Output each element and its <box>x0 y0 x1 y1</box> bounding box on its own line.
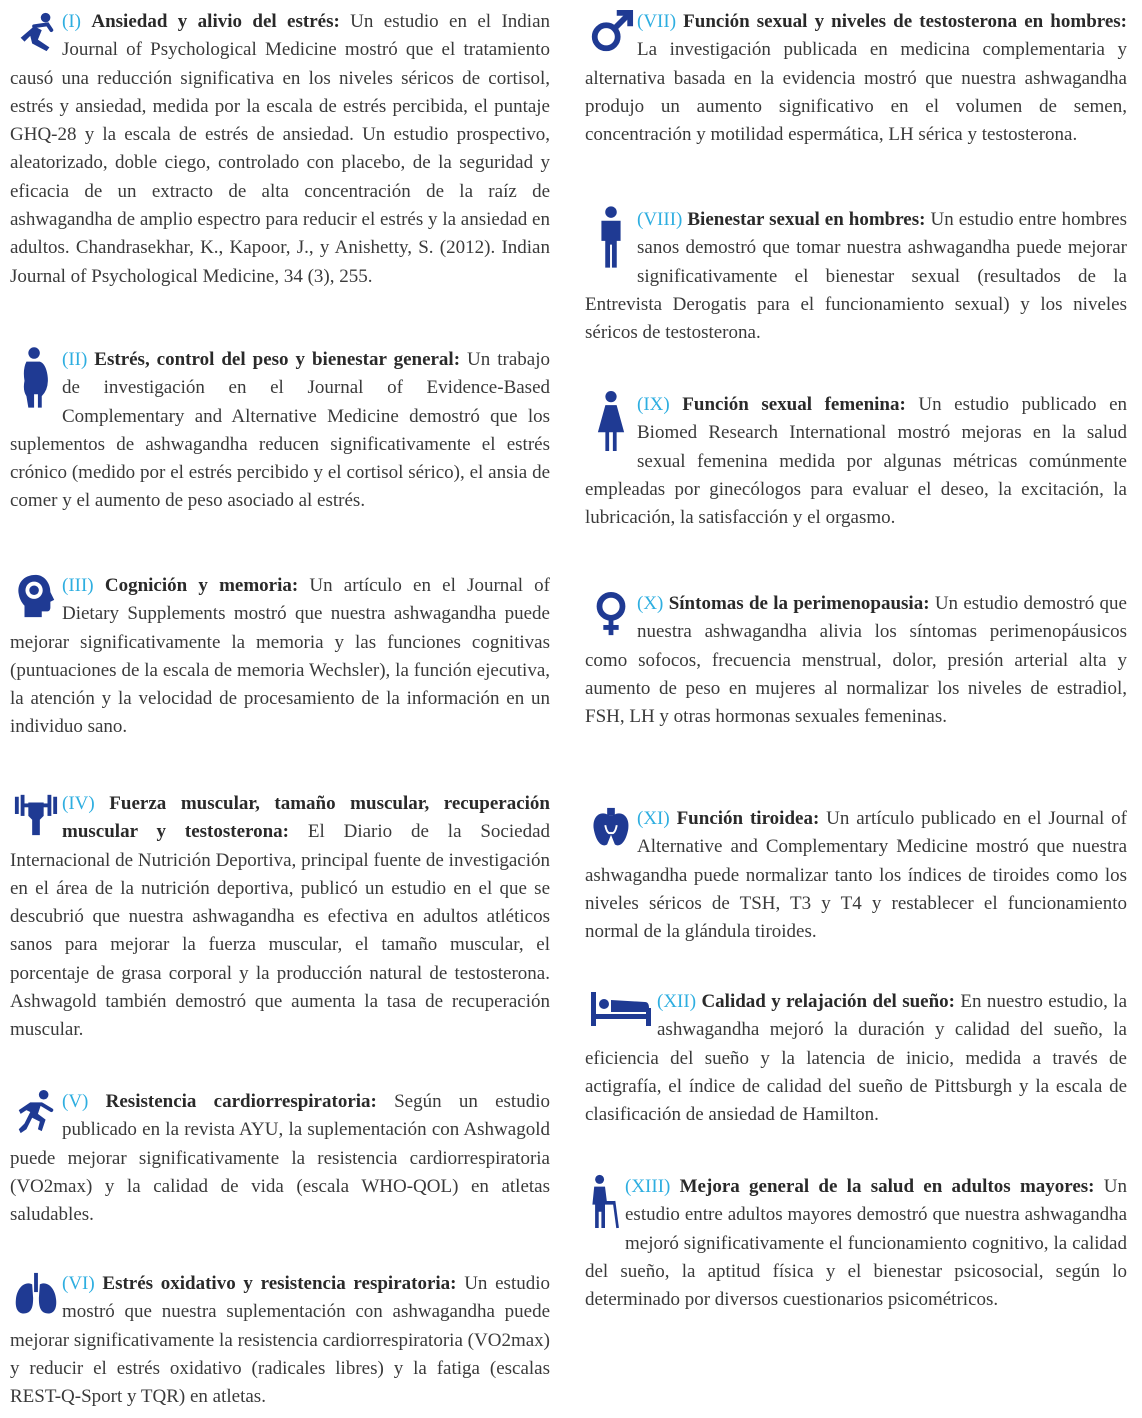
entry-number: (II) <box>62 349 88 370</box>
entry-title: Estrés oxidativo y resistencia respiratoria: <box>102 1273 457 1294</box>
entry-number: (V) <box>62 1091 89 1112</box>
overweight-person-icon <box>10 346 62 412</box>
benefit-entry-13 <box>585 1173 1127 1314</box>
benefit-entry-3 <box>10 572 550 742</box>
bed-icon <box>585 988 657 1040</box>
benefit-entry-9 <box>585 391 1127 532</box>
entry-number: (X) <box>637 593 664 614</box>
entry-title: Resistencia cardiorrespiratoria: <box>105 1091 377 1112</box>
benefit-entry-5 <box>10 1088 550 1229</box>
thyroid-icon <box>585 805 637 857</box>
benefit-entry-8 <box>585 206 1127 347</box>
male-symbol-icon <box>585 8 637 60</box>
entry-title: Calidad y relajación del sueño: <box>701 991 955 1012</box>
elderly-person-icon <box>585 1173 625 1231</box>
entry-number: (XII) <box>657 991 697 1012</box>
entry-body: Un artículo en el Journal of Dietary Supplements mostró que nuestra ashwagandha puede mejorar significativamente la memoria y las funciones cognitivas (puntuaciones de la escala de memoria Wechsler), la función ejecutiva, la atención y la velocidad de procesamiento de la información en un individuo sano. <box>10 575 551 738</box>
entry-number: (VIII) <box>637 209 683 230</box>
woman-figure-icon <box>585 391 637 453</box>
entry-number: (I) <box>62 11 81 32</box>
lungs-icon <box>10 1270 62 1322</box>
entry-body: Un artículo publicado en el Journal of Alternative and Complementary Medicine mostró que nuestra ashwagandha puede normalizar tanto los índices de tiroides como los niveles séricos de TSH, T3 y T4 y restablecer el funcionamiento normal de la glándula tiroides. <box>585 808 1127 943</box>
female-symbol-icon <box>585 590 637 642</box>
entry-body: Un estudio en el Indian Journal of Psychological Medicine mostró que el tratamiento causó una reducción significativa en los niveles séricos de cortisol, estrés y ansiedad, medida por la escala de estrés percibida, el puntaje GHQ-28 y la escala de estrés de ansiedad. Un estudio prospectivo, aleatorizado, doble ciego, controlado con placebo, de la seguridad y eficacia de un extracto de alta concentración de la raíz de ashwagandha de amplio espectro para reducir el estrés y la ansiedad en adultos. Chandrasekhar, K., Kapoor, J., y Anishetty, S. (2012). Indian Journal of Psychological Medicine, 34 (3), 255. <box>10 11 551 287</box>
entry-body: Un estudio demostró que nuestra ashwagandha alivia los síntomas perimenopáusicos como sofocos, frecuencia menstrual, dolor, presión arterial alta y aumento de peso en mujeres al normalizar los niveles de estradiol, FSH, LH y otras hormonas sexuales femeninas. <box>585 593 1127 728</box>
benefit-entry-10 <box>585 590 1127 731</box>
entry-number: (XI) <box>637 808 670 829</box>
entry-title: Estrés, control del peso y bienestar general: <box>94 349 461 370</box>
entry-title: Función sexual y niveles de testosterona en hombres: <box>683 11 1128 32</box>
entry-number: (VI) <box>62 1273 95 1294</box>
benefit-entry-6 <box>10 1270 550 1411</box>
benefit-entry-4 <box>10 790 550 1045</box>
entry-title: Función sexual femenina: <box>682 394 906 415</box>
entry-title: Cognición y memoria: <box>104 575 299 596</box>
entry-title: Función tiroidea: <box>676 808 820 829</box>
entry-body: El Diario de la Sociedad Internacional de Nutrición Deportiva, principal fuente de investigación en el área de la nutrición deportiva, publicó un estudio en el que se descubrió que nuestra ashwagandha es efectiva en adultos atléticos sanos para mejorar la fuerza muscular, el tamaño muscular, el porcentaje de grasa corporal y la producción natural de testosterona. Ashwagold también demostró que aumenta la tasa de recuperación muscular. <box>10 821 550 1041</box>
benefit-entry-1 <box>10 8 550 291</box>
brain-head-icon <box>10 572 62 624</box>
entry-body: En nuestro estudio, la ashwagandha mejoró la duración y calidad del sueño, la eficiencia del sueño y la latencia de inicio, medida a través de actigrafía, el índice de calidad del sueño de Pittsburgh y la escala de clasificación de ansiedad de Hamilton. <box>585 991 1128 1126</box>
benefit-entry-7 <box>585 8 1127 149</box>
entry-number: (VII) <box>637 11 677 32</box>
benefit-entry-11 <box>585 805 1127 946</box>
entry-number: (XIII) <box>625 1176 671 1197</box>
entry-body: Un trabajo de investigación en el Journal of Evidence-Based Complementary and Alternative Medicine demostró que los suplementos de ashwagandha reducen significativamente el estrés crónico (medido por el estrés percibido y el cortisol sérico), el ansia de comer y el aumento de peso asociado al estrés. <box>10 349 550 512</box>
entry-title: Síntomas de la perimenopausia: <box>668 593 930 614</box>
entry-number: (IV) <box>62 793 95 814</box>
benefit-entry-12 <box>585 988 1127 1129</box>
entry-title: Bienestar sexual en hombres: <box>687 209 926 230</box>
weightlifting-fist-icon <box>10 790 62 842</box>
entry-number: (IX) <box>637 394 670 415</box>
entry-body: Un estudio mostró que nuestra suplementación con ashwagandha puede mejorar significativamente la resistencia cardiorrespiratoria (VO2max) y reducir el estrés oxidativo (radicales libres) y la fatiga (escalas REST-Q-Sport y TQR) en atletas. <box>10 1273 551 1408</box>
entry-title: Mejora general de la salud en adultos mayores: <box>679 1176 1095 1197</box>
running-person-icon <box>10 1088 62 1140</box>
man-figure-icon <box>585 206 637 272</box>
entry-body: Un estudio publicado en Biomed Research International mostró mejoras en la salud sexual femenina medida por algunas métricas comúnmente empleadas por ginecólogos para evaluar el deseo, la excitación, la lubricación, la satisfacción y el orgasmo. <box>585 394 1128 529</box>
benefit-entry-2 <box>10 346 550 516</box>
entry-body: Un estudio entre hombres sanos demostró que tomar nuestra ashwagandha puede mejorar significativamente el bienestar sexual (resultados de la Entrevista Derogatis para el funcionamiento sexual) y los niveles séricos de testosterona. <box>585 209 1128 344</box>
entry-body: Según un estudio publicado en la revista AYU, la suplementación con Ashwagold puede mejorar significativamente la resistencia cardiorrespiratoria (VO2max) y la calidad de vida (escala WHO-QOL) en atletas saludables. <box>10 1091 550 1226</box>
entry-title: Fuerza muscular, tamaño muscular, recuperación muscular y testosterona: <box>62 793 550 843</box>
entry-number: (III) <box>62 575 94 596</box>
entry-title: Ansiedad y alivio del estrés: <box>91 11 340 32</box>
stressed-person-icon <box>10 8 62 60</box>
entry-body: La investigación publicada en medicina complementaria y alternativa basada en la evidencia mostró que nuestra ashwagandha produjo un aumento significativo en el volumen de semen, concentración y motilidad espermática, LH sérica y testosterona. <box>585 39 1127 146</box>
entry-body: Un estudio entre adultos mayores demostró que nuestra ashwagandha mejoró significativamente el funcionamiento cognitivo, la calidad del sueño, la aptitud física y el bienestar psicosocial, según lo determinado por diversos cuestionarios psicométricos. <box>585 1176 1127 1311</box>
